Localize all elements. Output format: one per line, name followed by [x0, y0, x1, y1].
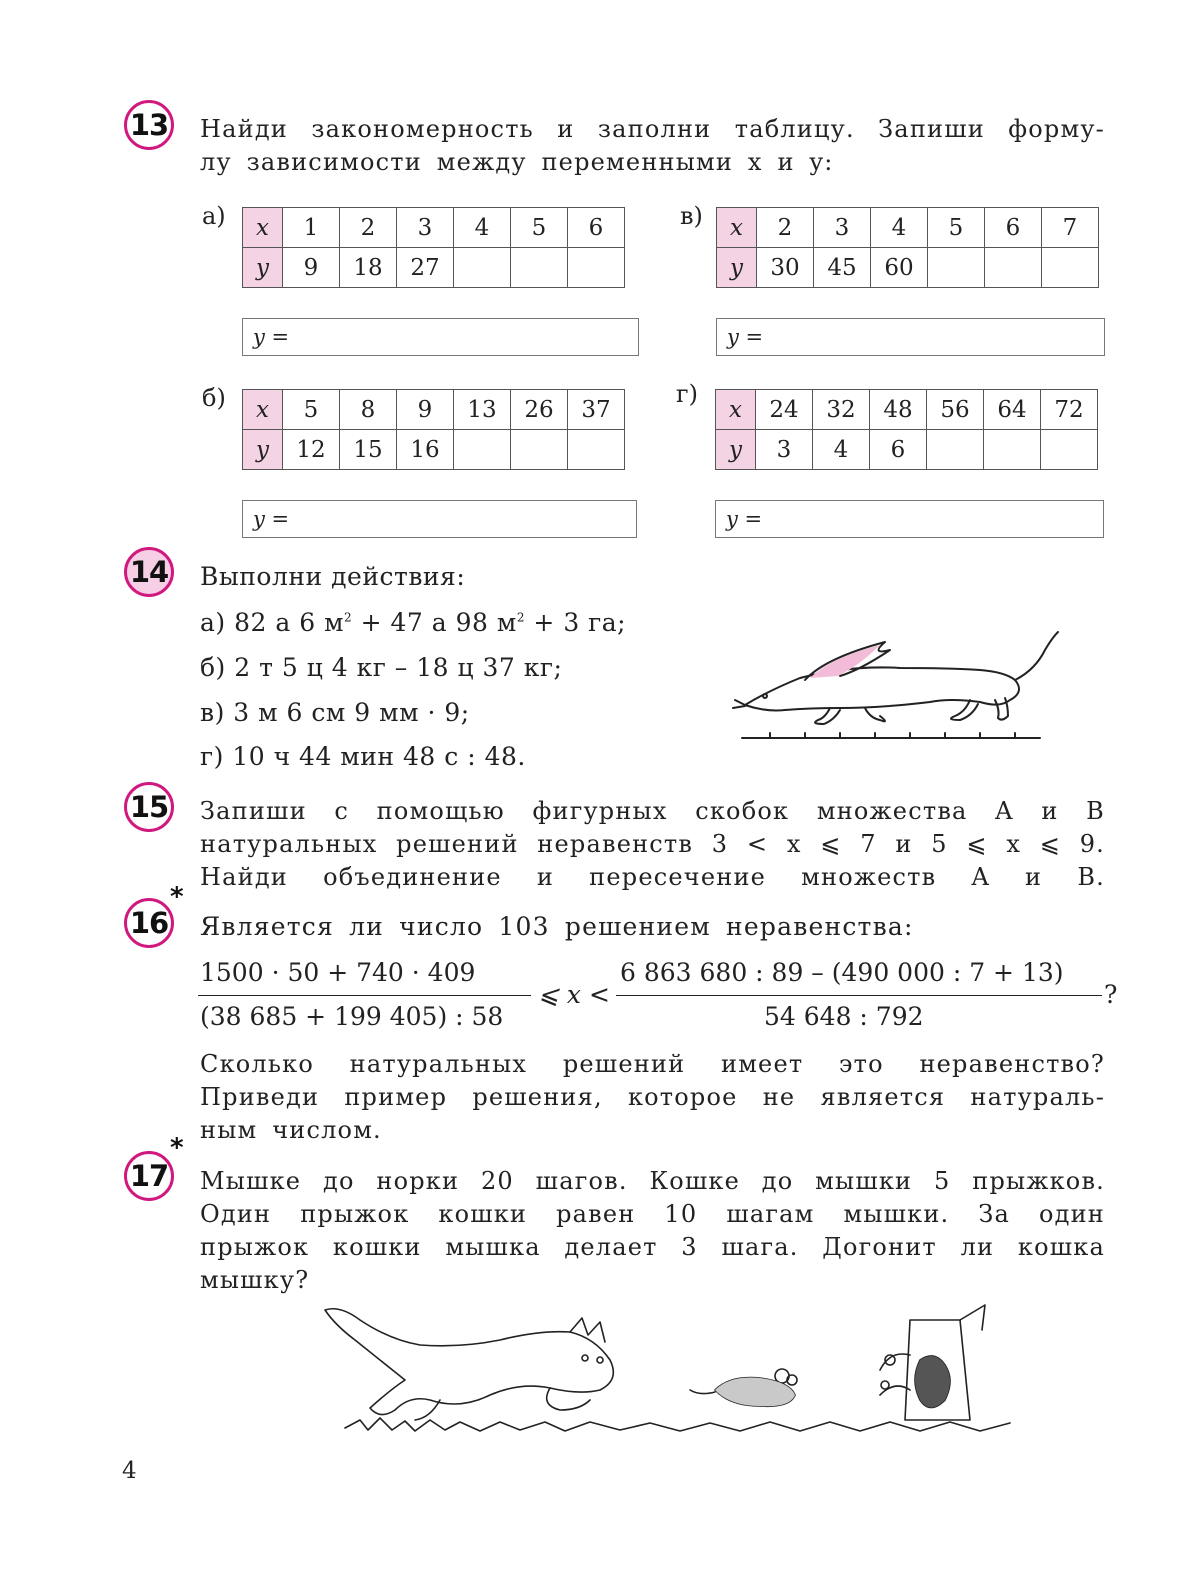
task14-title: Выполни действия: — [200, 562, 466, 591]
table-cell: 37 — [568, 390, 625, 430]
table-row-y — [243, 430, 625, 470]
item-expression: 82 а 6 $м^2 + 47$ а 98 $м^2 + 3$ га; — [234, 608, 627, 637]
table-row-x — [717, 208, 1099, 248]
task15-line-1: Запиши с помощью фигурных скобок множества A и B — [200, 797, 1105, 825]
task13-line-1: Найди закономерность и заполни таблицу. Запиши форму- — [200, 115, 1105, 143]
task13-line-2: лу зависимости между переменными x и y: — [200, 148, 834, 176]
answer-cell[interactable] — [1042, 248, 1099, 288]
inequality-relation: ⩽ x < — [538, 980, 610, 1009]
table-label: в) — [680, 202, 703, 230]
x-header-cell: x — [243, 390, 283, 430]
answer-cell[interactable] — [1041, 430, 1098, 470]
table-label: б) — [202, 384, 226, 412]
task14-item-b — [200, 653, 562, 682]
table-cell: 48 — [870, 390, 927, 430]
task-number-badge: 16 — [124, 898, 174, 948]
left-fraction-denominator: (38 685 + 199 405) : 58 — [200, 1002, 504, 1031]
task14-item-v — [200, 698, 470, 727]
y-header-cell: y — [243, 430, 283, 470]
table-cell: 30 — [757, 248, 814, 288]
table-cell: 18 — [340, 248, 397, 288]
x-header-cell: x — [716, 390, 756, 430]
table-cell: 6 — [870, 430, 927, 470]
table-row-y — [243, 248, 625, 288]
answer-cell[interactable] — [568, 248, 625, 288]
table-cell: 32 — [813, 390, 870, 430]
table-cell: 72 — [1041, 390, 1098, 430]
table-row-y — [717, 248, 1099, 288]
right-fraction-numerator: 6 863 680 : 89 – (490 000 : 7 + 13) — [620, 958, 1064, 987]
item-label: б) — [200, 653, 226, 682]
answer-cell[interactable] — [511, 248, 568, 288]
item-expression: 3 м 6 см 9 мм · 9; — [233, 698, 470, 727]
task-number-badge: 14 — [124, 547, 174, 597]
y-header-cell: y — [717, 248, 757, 288]
table-cell: 12 — [283, 430, 340, 470]
table-cell: 3 — [756, 430, 813, 470]
right-fraction-bar — [616, 995, 1102, 996]
table-cell: 15 — [340, 430, 397, 470]
table-cell: 60 — [871, 248, 928, 288]
pattern-table-a — [242, 207, 625, 288]
item-expression: 2 т 5 ц 4 кг – 18 ц 37 кг; — [234, 653, 563, 682]
answer-cell[interactable] — [568, 430, 625, 470]
task14-item-g — [200, 742, 526, 771]
item-label: в) — [200, 698, 225, 727]
y-header-cell: y — [243, 248, 283, 288]
task-number-badge: 13 — [124, 100, 174, 150]
difficulty-star: * — [170, 882, 184, 912]
answer-cell[interactable] — [928, 248, 985, 288]
table-label: г) — [676, 380, 698, 408]
table-cell: 16 — [397, 430, 454, 470]
task16-line-1: Сколько натуральных решений имеет это неравенство? — [200, 1050, 1105, 1078]
answer-cell[interactable] — [454, 248, 511, 288]
task17-text — [200, 1165, 1105, 1297]
task15-line-2: натуральных решений неравенств 3 < x ⩽ 7 и 5 ⩽ x ⩽ 9. — [200, 830, 1105, 858]
formula-field[interactable]: y = — [242, 500, 637, 538]
left-fraction-bar — [198, 995, 531, 996]
pattern-table-v — [716, 207, 1099, 288]
task15-text — [200, 795, 1105, 894]
task-number-badge: 15 — [124, 782, 174, 832]
table-cell: 27 — [397, 248, 454, 288]
formula-field[interactable]: y = — [716, 318, 1105, 356]
table-row-x — [243, 390, 625, 430]
table-cell: 7 — [1042, 208, 1099, 248]
rat-illustration — [730, 620, 1070, 750]
table-row-x — [716, 390, 1098, 430]
task17-line-3: прыжок кошки мышка делает 3 шага. Догонит ли кошка — [200, 1233, 1105, 1261]
cat-mouse-illustration — [320, 1300, 1040, 1440]
answer-cell[interactable] — [927, 430, 984, 470]
task16-line-3: ным числом. — [200, 1116, 382, 1144]
question-mark: ? — [1104, 980, 1118, 1009]
page-number: 4 — [122, 1458, 137, 1484]
task16-intro: Является ли число 103 решением неравенства: — [200, 912, 914, 941]
table-cell: 6 — [568, 208, 625, 248]
table-cell: 2 — [340, 208, 397, 248]
table-cell: 1 — [283, 208, 340, 248]
item-label: г) — [200, 742, 224, 771]
item-label: а) — [200, 608, 226, 637]
table-cell: 24 — [756, 390, 813, 430]
task-number-badge: 17 — [124, 1151, 174, 1201]
task16-text — [200, 1048, 1105, 1147]
table-cell: 56 — [927, 390, 984, 430]
answer-cell[interactable] — [985, 248, 1042, 288]
table-row-x — [243, 208, 625, 248]
task17-line-4: мышку? — [200, 1266, 310, 1294]
answer-cell[interactable] — [511, 430, 568, 470]
table-cell: 6 — [985, 208, 1042, 248]
answer-cell[interactable] — [984, 430, 1041, 470]
table-cell: 4 — [454, 208, 511, 248]
table-cell: 45 — [814, 248, 871, 288]
table-cell: 5 — [928, 208, 985, 248]
table-cell: 64 — [984, 390, 1041, 430]
table-cell: 8 — [340, 390, 397, 430]
right-fraction-denominator: 54 648 : 792 — [764, 1002, 924, 1031]
task17-line-1: Мышке до норки 20 шагов. Кошке до мышки 5 прыжков. — [200, 1167, 1105, 1195]
x-header-cell: x — [243, 208, 283, 248]
table-cell: 26 — [511, 390, 568, 430]
formula-field[interactable]: y = — [715, 500, 1104, 538]
table-cell: 5 — [511, 208, 568, 248]
table-cell: 4 — [813, 430, 870, 470]
table-cell: 5 — [283, 390, 340, 430]
task13-text — [200, 113, 1105, 179]
answer-cell[interactable] — [454, 430, 511, 470]
task16-line-2: Приведи пример решения, которое не является натураль- — [200, 1083, 1105, 1111]
y-header-cell: y — [716, 430, 756, 470]
x-header-cell: x — [717, 208, 757, 248]
table-cell: 3 — [397, 208, 454, 248]
table-cell: 4 — [871, 208, 928, 248]
item-expression: 10 ч 44 мин 48 с : 48. — [232, 742, 526, 771]
left-fraction-numerator: 1500 · 50 + 740 · 409 — [200, 958, 476, 987]
table-label: а) — [202, 202, 226, 230]
table-cell: 9 — [397, 390, 454, 430]
formula-field[interactable]: y = — [242, 318, 639, 356]
difficulty-star: * — [170, 1133, 184, 1163]
table-cell: 2 — [757, 208, 814, 248]
table-cell: 9 — [283, 248, 340, 288]
task17-line-2: Один прыжок кошки равен 10 шагам мышки. За один — [200, 1200, 1105, 1228]
pattern-table-b — [242, 389, 625, 470]
table-cell: 3 — [814, 208, 871, 248]
table-row-y — [716, 430, 1098, 470]
task14-item-a — [200, 608, 626, 637]
task15-line-3: Найди объединение и пересечение множеств A и B. — [200, 863, 1105, 891]
table-cell: 13 — [454, 390, 511, 430]
pattern-table-g — [715, 389, 1098, 470]
